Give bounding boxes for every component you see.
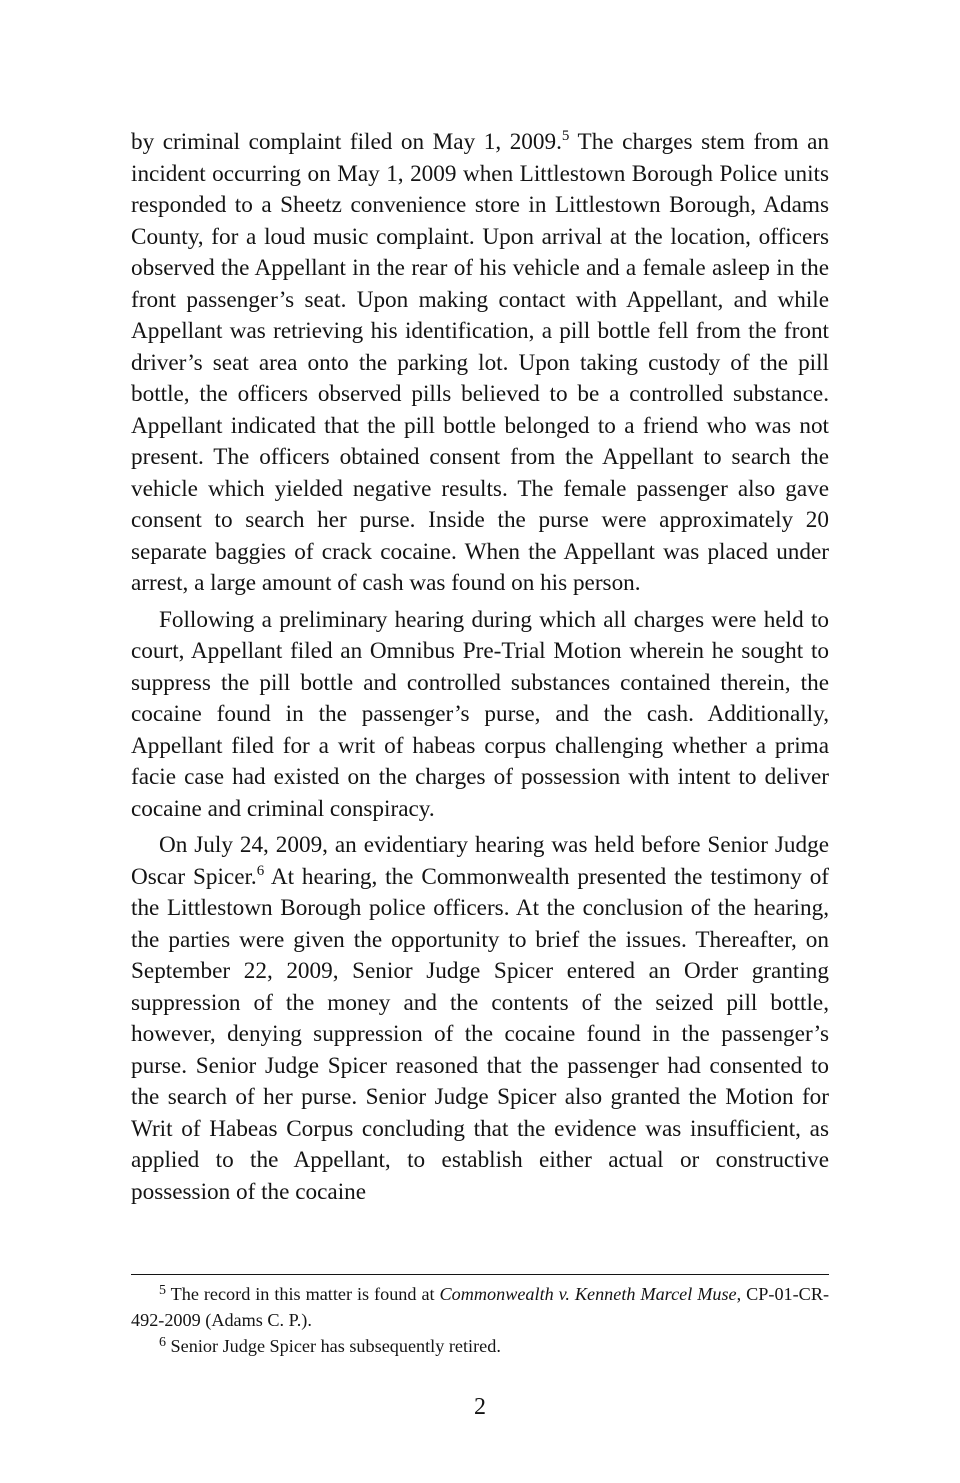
footnote-6 (131, 1333, 829, 1359)
paragraph-3 (131, 830, 829, 1208)
paragraph-1-text-start: by criminal complaint filed on May 1, 2009. (131, 129, 562, 155)
paragraph-2: Following a preliminary hearing during which all charges were held to court, Appellant filed an Omnibus Pre-Trial Motion wherein he sought to suppress the pill bottle and controlled substances contained therein, the cocaine found in the passenger’s purse, and the cash. Additionally, Appellant filed for a writ of habeas corpus challenging whether a prima facie case had existed on the charges of possession with intent to deliver cocaine and criminal conspiracy. (131, 606, 829, 822)
page-number: 2 (474, 1394, 486, 1420)
footnote-reference-6[interactable]: 6 (256, 862, 265, 879)
footnote-6-text: Senior Judge Spicer has subsequently retired. (170, 1336, 501, 1356)
footnote-5-text-end: , CP-01-CR-492-2009 (Adams C. P.). (131, 1284, 830, 1330)
footnote-5-case-name: Commonwealth v. Kenneth Marcel Muse (439, 1284, 737, 1304)
footnote-5 (131, 1281, 829, 1333)
footnote-6-number: 6 (159, 1335, 166, 1350)
paragraph-1 (131, 127, 829, 600)
footnote-5-text-start: The record in this matter is found at (170, 1284, 440, 1304)
paragraph-3-text-start: On July 24, 2009, an evidentiary hearing was held before Senior Judge Oscar Spicer. (131, 832, 829, 890)
footnotes (131, 1281, 829, 1359)
paragraph-1-text-end: The charges stem from an incident occurring on May 1, 2009 when Littlestown Borough Police units responded to a Sheetz convenience store in Littlestown Borough, Adams County, for a loud music complaint. Upon arrival at the location, officers observed the Appellant in the rear of his vehicle and a female asleep in the front passenger’s seat. Upon making contact with Appellant, and while Appellant was retrieving his identification, a pill bottle fell from the front driver’s seat area onto the parking lot. Upon taking custody of the pill bottle, the officers observed pills believed to be a controlled substance. Appellant indicated that the pill bottle belonged to a friend who was not present. The officers obtained consent from the Appellant to search the vehicle which yielded negative results. The female passenger also gave consent to search her purse. Inside the purse were approximately 20 separate baggies of crack cocaine. When the Appellant was placed under arrest, a large amount of cash was found on his person. (131, 129, 829, 596)
document-body (131, 127, 829, 1213)
footnote-reference-5[interactable]: 5 (561, 128, 570, 144)
paragraph-3-text-end: At hearing, the Commonwealth presented the testimony of the Littlestown Borough police officers. At the conclusion of the hearing, the parties were given the opportunity to brief the issues. Thereafter, on September 22, 2009, Senior Judge Spicer entered an Order granting suppression of the money and the contents of the seized pill bottle, however, denying suppression of the cocaine found in the passenger’s purse. Senior Judge Spicer reasoned that the passenger had consented to the search of her purse. Senior Judge Spicer also granted the Motion for Writ of Habeas Corpus concluding that the evidence was insufficient, as applied to the Appellant, to establish either actual or constructive possession of the cocaine (131, 863, 830, 1205)
footnote-separator (131, 1274, 829, 1275)
footnote-5-number: 5 (159, 1283, 166, 1298)
